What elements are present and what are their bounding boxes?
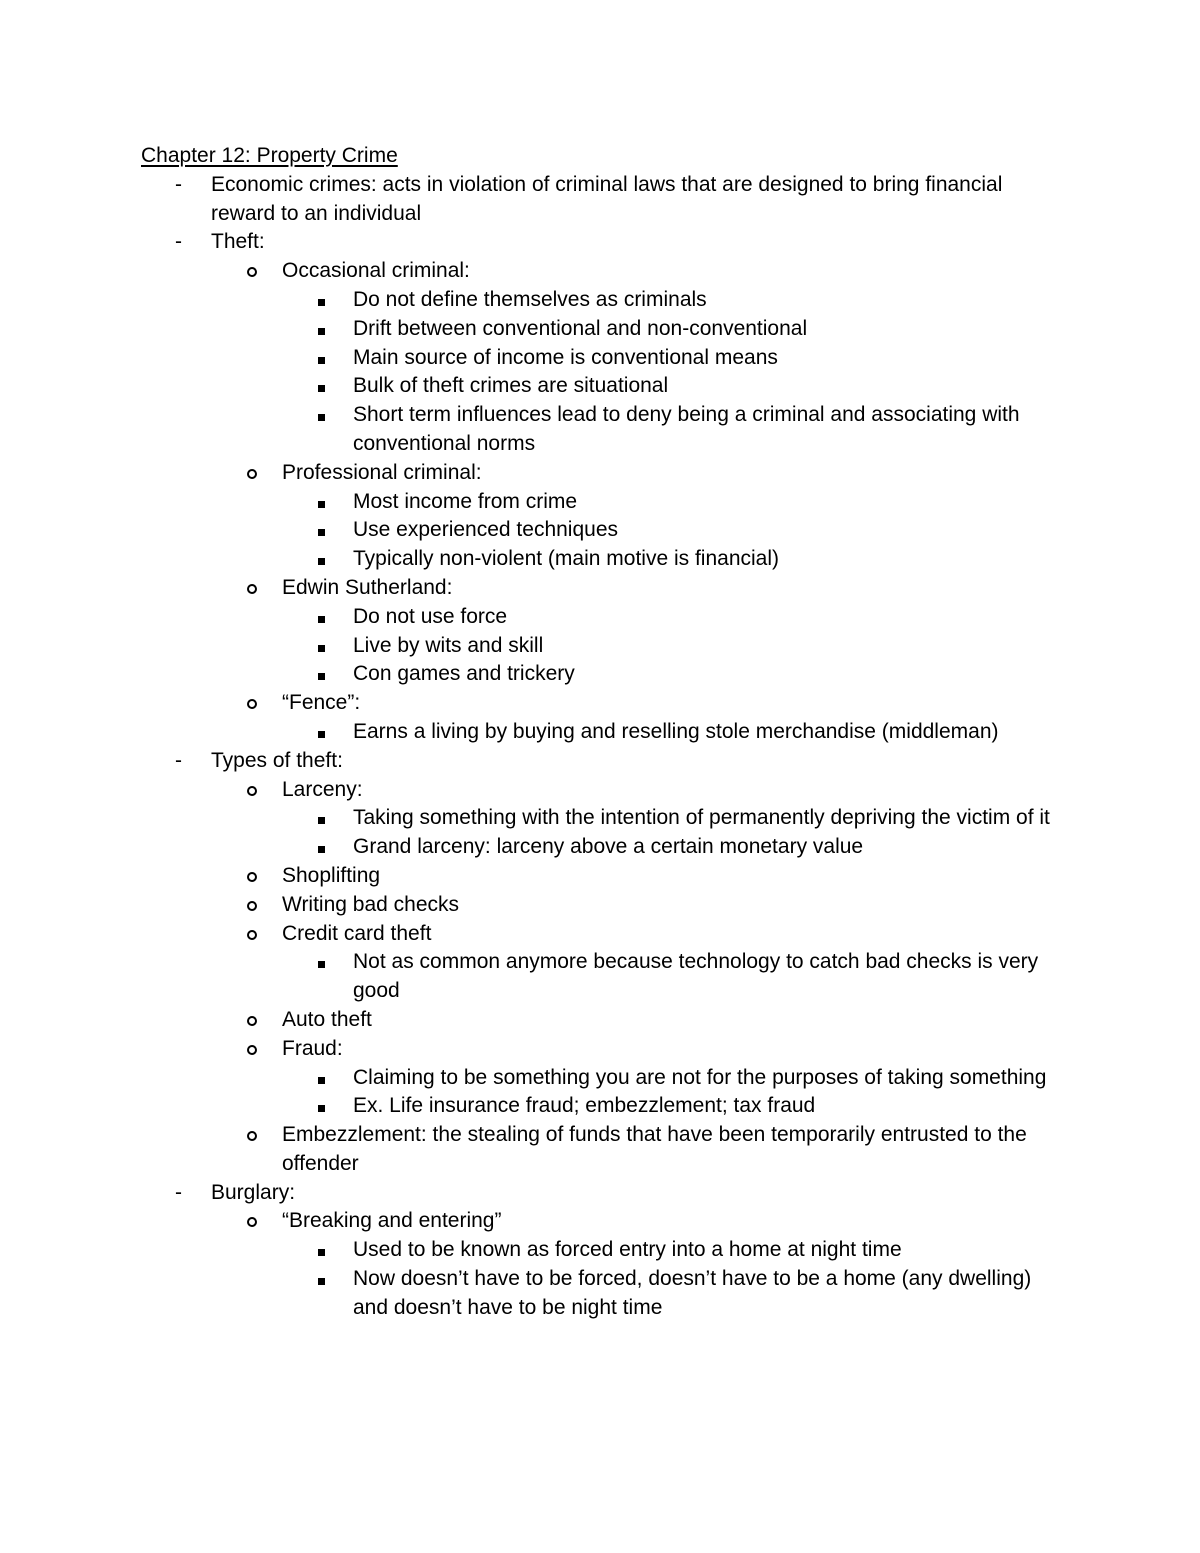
list-item <box>282 660 1061 689</box>
list-item-text: Embezzlement: the stealing of funds that have been temporarily entrusted to the offender <box>282 1123 1027 1175</box>
outline-list <box>141 171 1061 1323</box>
list-item-text: Professional criminal: <box>282 460 482 484</box>
list-item-text: “Fence”: <box>282 691 361 715</box>
list-item <box>282 632 1061 661</box>
list-item-text: Main source of income is conventional means <box>353 345 778 369</box>
circle-bullet-icon <box>247 776 277 805</box>
list-item <box>282 1092 1061 1121</box>
square-bullet-icon <box>318 1265 348 1294</box>
square-bullet-icon <box>318 660 348 689</box>
list-item-text: Not as common anymore because technology to catch bad checks is very good <box>353 950 1039 1003</box>
square-bullet-icon <box>318 488 348 517</box>
square-bullet-icon <box>318 833 348 862</box>
square-bullet-icon <box>318 401 348 430</box>
dash-bullet-icon: - <box>175 230 182 254</box>
circle-bullet-icon <box>247 257 277 286</box>
sub-list <box>282 948 1061 1006</box>
list-item <box>141 171 1061 229</box>
list-item-text: Grand larceny: larceny above a certain monetary value <box>353 835 864 859</box>
list-item <box>211 689 1061 747</box>
list-item <box>211 776 1061 862</box>
list-item <box>211 1121 1061 1179</box>
square-bullet-icon <box>318 286 348 315</box>
list-item <box>282 1064 1061 1093</box>
sub-list <box>282 718 1061 747</box>
list-item <box>282 516 1061 545</box>
square-bullet-icon <box>318 1236 348 1265</box>
circle-bullet-icon <box>247 891 277 920</box>
list-item-text: Shoplifting <box>282 863 381 887</box>
square-bullet-icon <box>318 804 348 833</box>
list-item-text: Short term influences lead to deny being a criminal and associating with conventional norms <box>353 403 1020 455</box>
sub-list <box>211 257 1061 747</box>
list-item-text: Do not use force <box>353 604 508 628</box>
list-item <box>282 372 1061 401</box>
list-item <box>282 804 1061 833</box>
list-item <box>211 862 1061 891</box>
circle-bullet-icon <box>247 1035 277 1064</box>
list-item-text: Most income from crime <box>353 489 578 513</box>
list-item <box>211 1035 1061 1121</box>
list-item <box>211 891 1061 920</box>
list-item-text: Theft: <box>211 230 265 254</box>
notes-content <box>141 142 1061 1323</box>
list-item-text: Occasional criminal: <box>282 259 470 283</box>
list-item-text: “Breaking and entering” <box>282 1209 502 1233</box>
list-item-text: Claiming to be something you are not for the purposes of taking something <box>353 1065 1047 1089</box>
circle-bullet-icon <box>247 459 277 488</box>
list-item <box>211 920 1061 1006</box>
list-item <box>282 718 1061 747</box>
list-item <box>211 1006 1061 1035</box>
list-item <box>211 257 1061 459</box>
list-item-text: Fraud: <box>282 1036 343 1060</box>
list-item <box>211 574 1061 689</box>
list-item <box>282 315 1061 344</box>
square-bullet-icon <box>318 545 348 574</box>
list-item-text: Now doesn’t have to be forced, doesn’t have to be a home (any dwelling) and doesn’t have to be night time <box>353 1267 1032 1319</box>
square-bullet-icon <box>318 1064 348 1093</box>
list-item <box>141 1179 1061 1323</box>
circle-bullet-icon <box>247 920 277 949</box>
list-item <box>282 286 1061 315</box>
square-bullet-icon <box>318 1092 348 1121</box>
dash-bullet-icon: - <box>175 748 182 772</box>
list-item-text: Use experienced techniques <box>353 518 619 542</box>
sub-list <box>282 286 1061 459</box>
list-item <box>282 948 1061 1006</box>
list-item <box>282 603 1061 632</box>
sub-list <box>282 488 1061 574</box>
list-item <box>282 1236 1061 1265</box>
list-item-text: Bulk of theft crimes are situational <box>353 374 669 398</box>
sub-list <box>211 776 1061 1179</box>
list-item-text: Earns a living by buying and reselling stole merchandise (middleman) <box>353 719 999 743</box>
list-item-text: Live by wits and skill <box>353 633 544 657</box>
list-item <box>282 488 1061 517</box>
circle-bullet-icon <box>247 1006 277 1035</box>
list-item <box>141 747 1061 1179</box>
list-item-text: Used to be known as forced entry into a home at night time <box>353 1238 902 1262</box>
list-item-text: Do not define themselves as criminals <box>353 287 707 311</box>
list-item-text: Auto theft <box>282 1007 372 1031</box>
page-title: Chapter 12: Property Crime <box>141 144 398 167</box>
list-item <box>211 459 1061 574</box>
sub-list <box>282 1236 1061 1322</box>
circle-bullet-icon <box>247 862 277 891</box>
sub-list <box>282 804 1061 862</box>
list-item-text: Types of theft: <box>211 748 343 772</box>
list-item-text: Con games and trickery <box>353 662 575 686</box>
sub-list <box>211 1207 1061 1322</box>
sub-list <box>282 603 1061 689</box>
square-bullet-icon <box>318 718 348 747</box>
list-item <box>282 344 1061 373</box>
list-item-text: Typically non-violent (main motive is financial) <box>353 547 779 571</box>
square-bullet-icon <box>318 372 348 401</box>
square-bullet-icon <box>318 315 348 344</box>
list-item-text: Burglary: <box>211 1180 296 1204</box>
list-item-text: Taking something with the intention of permanently depriving the victim of it <box>353 806 1050 830</box>
list-item-text: Economic crimes: acts in violation of criminal laws that are designed to bring financial reward to an individual <box>211 172 1003 225</box>
list-item <box>211 1207 1061 1322</box>
list-item <box>282 545 1061 574</box>
circle-bullet-icon <box>247 689 277 718</box>
list-item <box>282 1265 1061 1323</box>
list-item <box>141 228 1061 746</box>
dash-bullet-icon: - <box>175 172 182 196</box>
square-bullet-icon <box>318 632 348 661</box>
list-item <box>282 401 1061 459</box>
list-item-text: Larceny: <box>282 777 363 801</box>
square-bullet-icon <box>318 948 348 977</box>
list-item-text: Ex. Life insurance fraud; embezzlement; tax fraud <box>353 1094 816 1118</box>
circle-bullet-icon <box>247 574 277 603</box>
list-item <box>282 833 1061 862</box>
square-bullet-icon <box>318 516 348 545</box>
dash-bullet-icon: - <box>175 1180 182 1204</box>
circle-bullet-icon <box>247 1121 277 1150</box>
list-item-text: Writing bad checks <box>282 892 460 916</box>
circle-bullet-icon <box>247 1207 277 1236</box>
square-bullet-icon <box>318 344 348 373</box>
list-item-text: Edwin Sutherland: <box>282 575 453 599</box>
square-bullet-icon <box>318 603 348 632</box>
sub-list <box>282 1064 1061 1122</box>
list-item-text: Drift between conventional and non-conventional <box>353 316 808 340</box>
list-item-text: Credit card theft <box>282 921 432 945</box>
